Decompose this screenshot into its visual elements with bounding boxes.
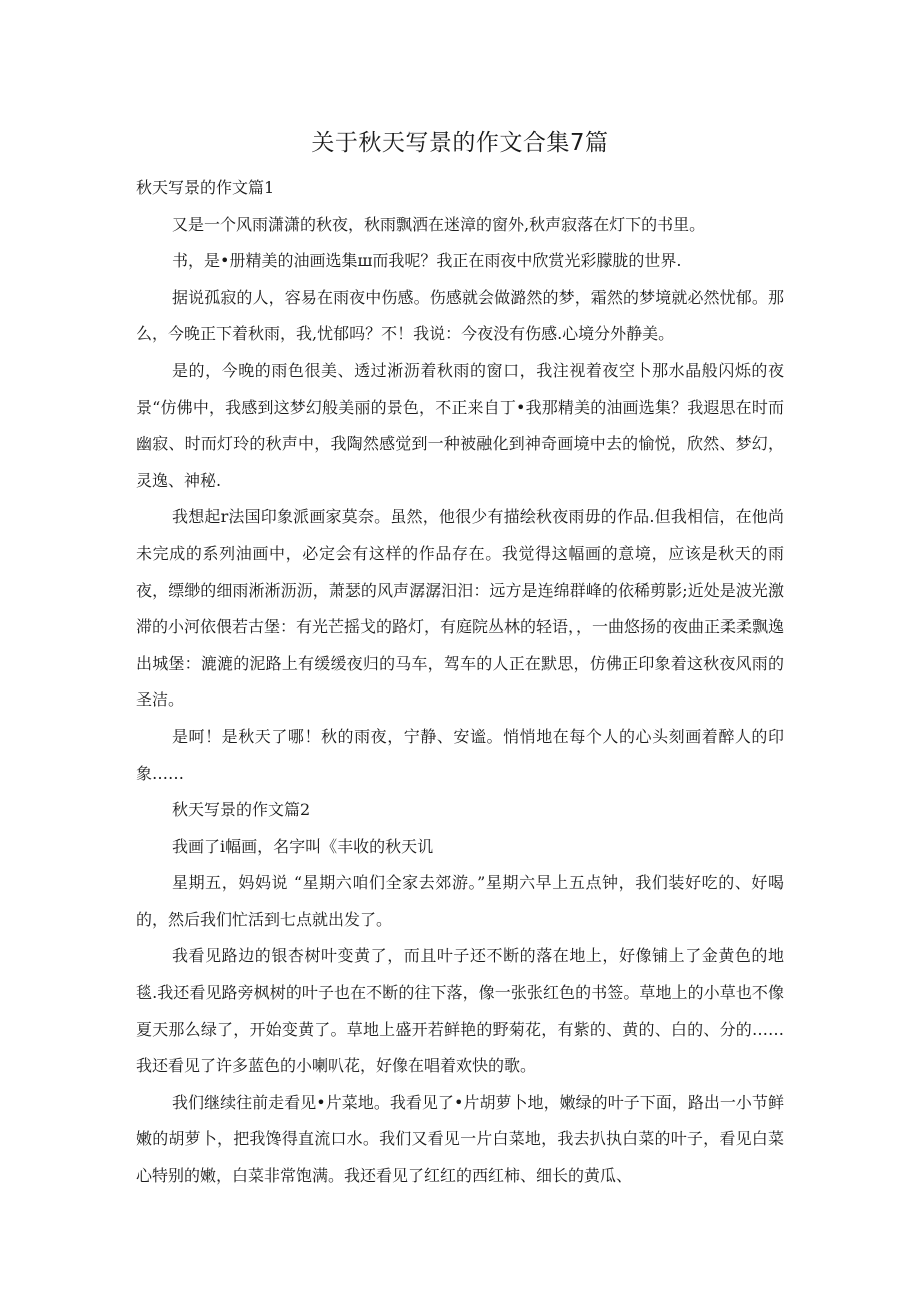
paragraph: 我们继续往前走看见•片菜地。我看见了•片胡萝卜地，嫩绿的叶子下面，路出一小节鲜嫩的胡萝卜，把我馋得直流口水。我们又看见一片白菜地，我去扒执白菜的叶子，看见白菜心特别的嫩，白菜非常饱满。我还看见了红红的西红柿、细长的黄瓜、	[136, 1092, 784, 1186]
paragraph: 书，是•册精美的油画选集ш而我呢？我正在雨夜中欣赏光彩朦胧的世界.	[172, 251, 682, 271]
paragraph: 我看见路边的银杏树叶变黄了，而且叶子还不断的落在地上，好像铺上了金黄色的地毯.我还看见路旁枫树的叶子也在不断的往下落，像一张张红色的书签。草地上的小草也不像夏天那么绿了，开始变黄了。草地上盛开若鲜艳的野菊花，有紫的、黄的、白的、分的……我还看见了许多蓝色的小喇叭花，好像在唱着欢快的歌。	[136, 946, 784, 1076]
section-heading-2: 秋天写景的作文篇2	[172, 800, 311, 820]
section-heading-1: 秋天写景的作文篇1	[136, 178, 275, 197]
paragraph: 我画了i幅画，名字叫《丰收的秋天讥	[172, 836, 434, 856]
document-body	[136, 170, 784, 1195]
paragraph: 又是一个风雨潇潇的秋夜，秋雨飘洒在迷漳的窗外,秋声寂落在灯下的书里。	[172, 214, 706, 234]
paragraph: 星期五，妈妈说 “星期六咱们全家去郊游。”星期六早上五点钟，我们装好吃的、好喝的，然后我们忙活到七点就出发了。	[136, 873, 784, 929]
paragraph: 我想起r法国印象派画家莫奈。虽然，他很少有描绘秋夜雨毋的作品.但我相信，在他尚未完成的系列油画中，必定会有这样的作品存在。我觉得这幅画的意境，应该是秋天的雨夜，缥缈的细雨淅淅沥沥，萧瑟的风声潺潺汨汨：远方是连绵群峰的依稀剪影;近处是波光激滞的小河依偎若古堡：有光芒摇戈的路灯，有庭院丛林的轻语，，一曲悠扬的夜曲正柔柔飘逸出城堡：漉漉的泥路上有缓缓夜归的马车，驾车的人正在默思，仿佛正印象着这秋夜风雨的圣洁。	[136, 507, 785, 710]
paragraph: 是的，今晚的雨色很美、透过淅沥着秋雨的窗口，我注视着夜空卜那水晶般闪烁的夜景“仿佛中，我感到这梦幻般美丽的景色，不正来自丁•我那精美的油画选集？我遐思在时而幽寂、时而灯玲的秋声中，我陶然感觉到一种被融化到神奇画境中去的愉悦，欣然、梦幻，灵逸、神秘.	[136, 360, 784, 490]
document-title: 关于秋天写景的作文合集7篇	[311, 130, 609, 156]
paragraph: 据说孤寂的人，容易在雨夜中伤感。伤感就会做潞然的梦，霜然的梦境就必然忧郁。那么，今晚正下着秋雨，我,忧郁吗？不！我说：今夜没有伤感.心境分外静美。	[136, 287, 784, 344]
paragraph: 是呵！是秋天了哪！秋的雨夜，宁静、安谧。悄悄地在每个人的心头刻画着醉人的印象……	[136, 726, 784, 783]
